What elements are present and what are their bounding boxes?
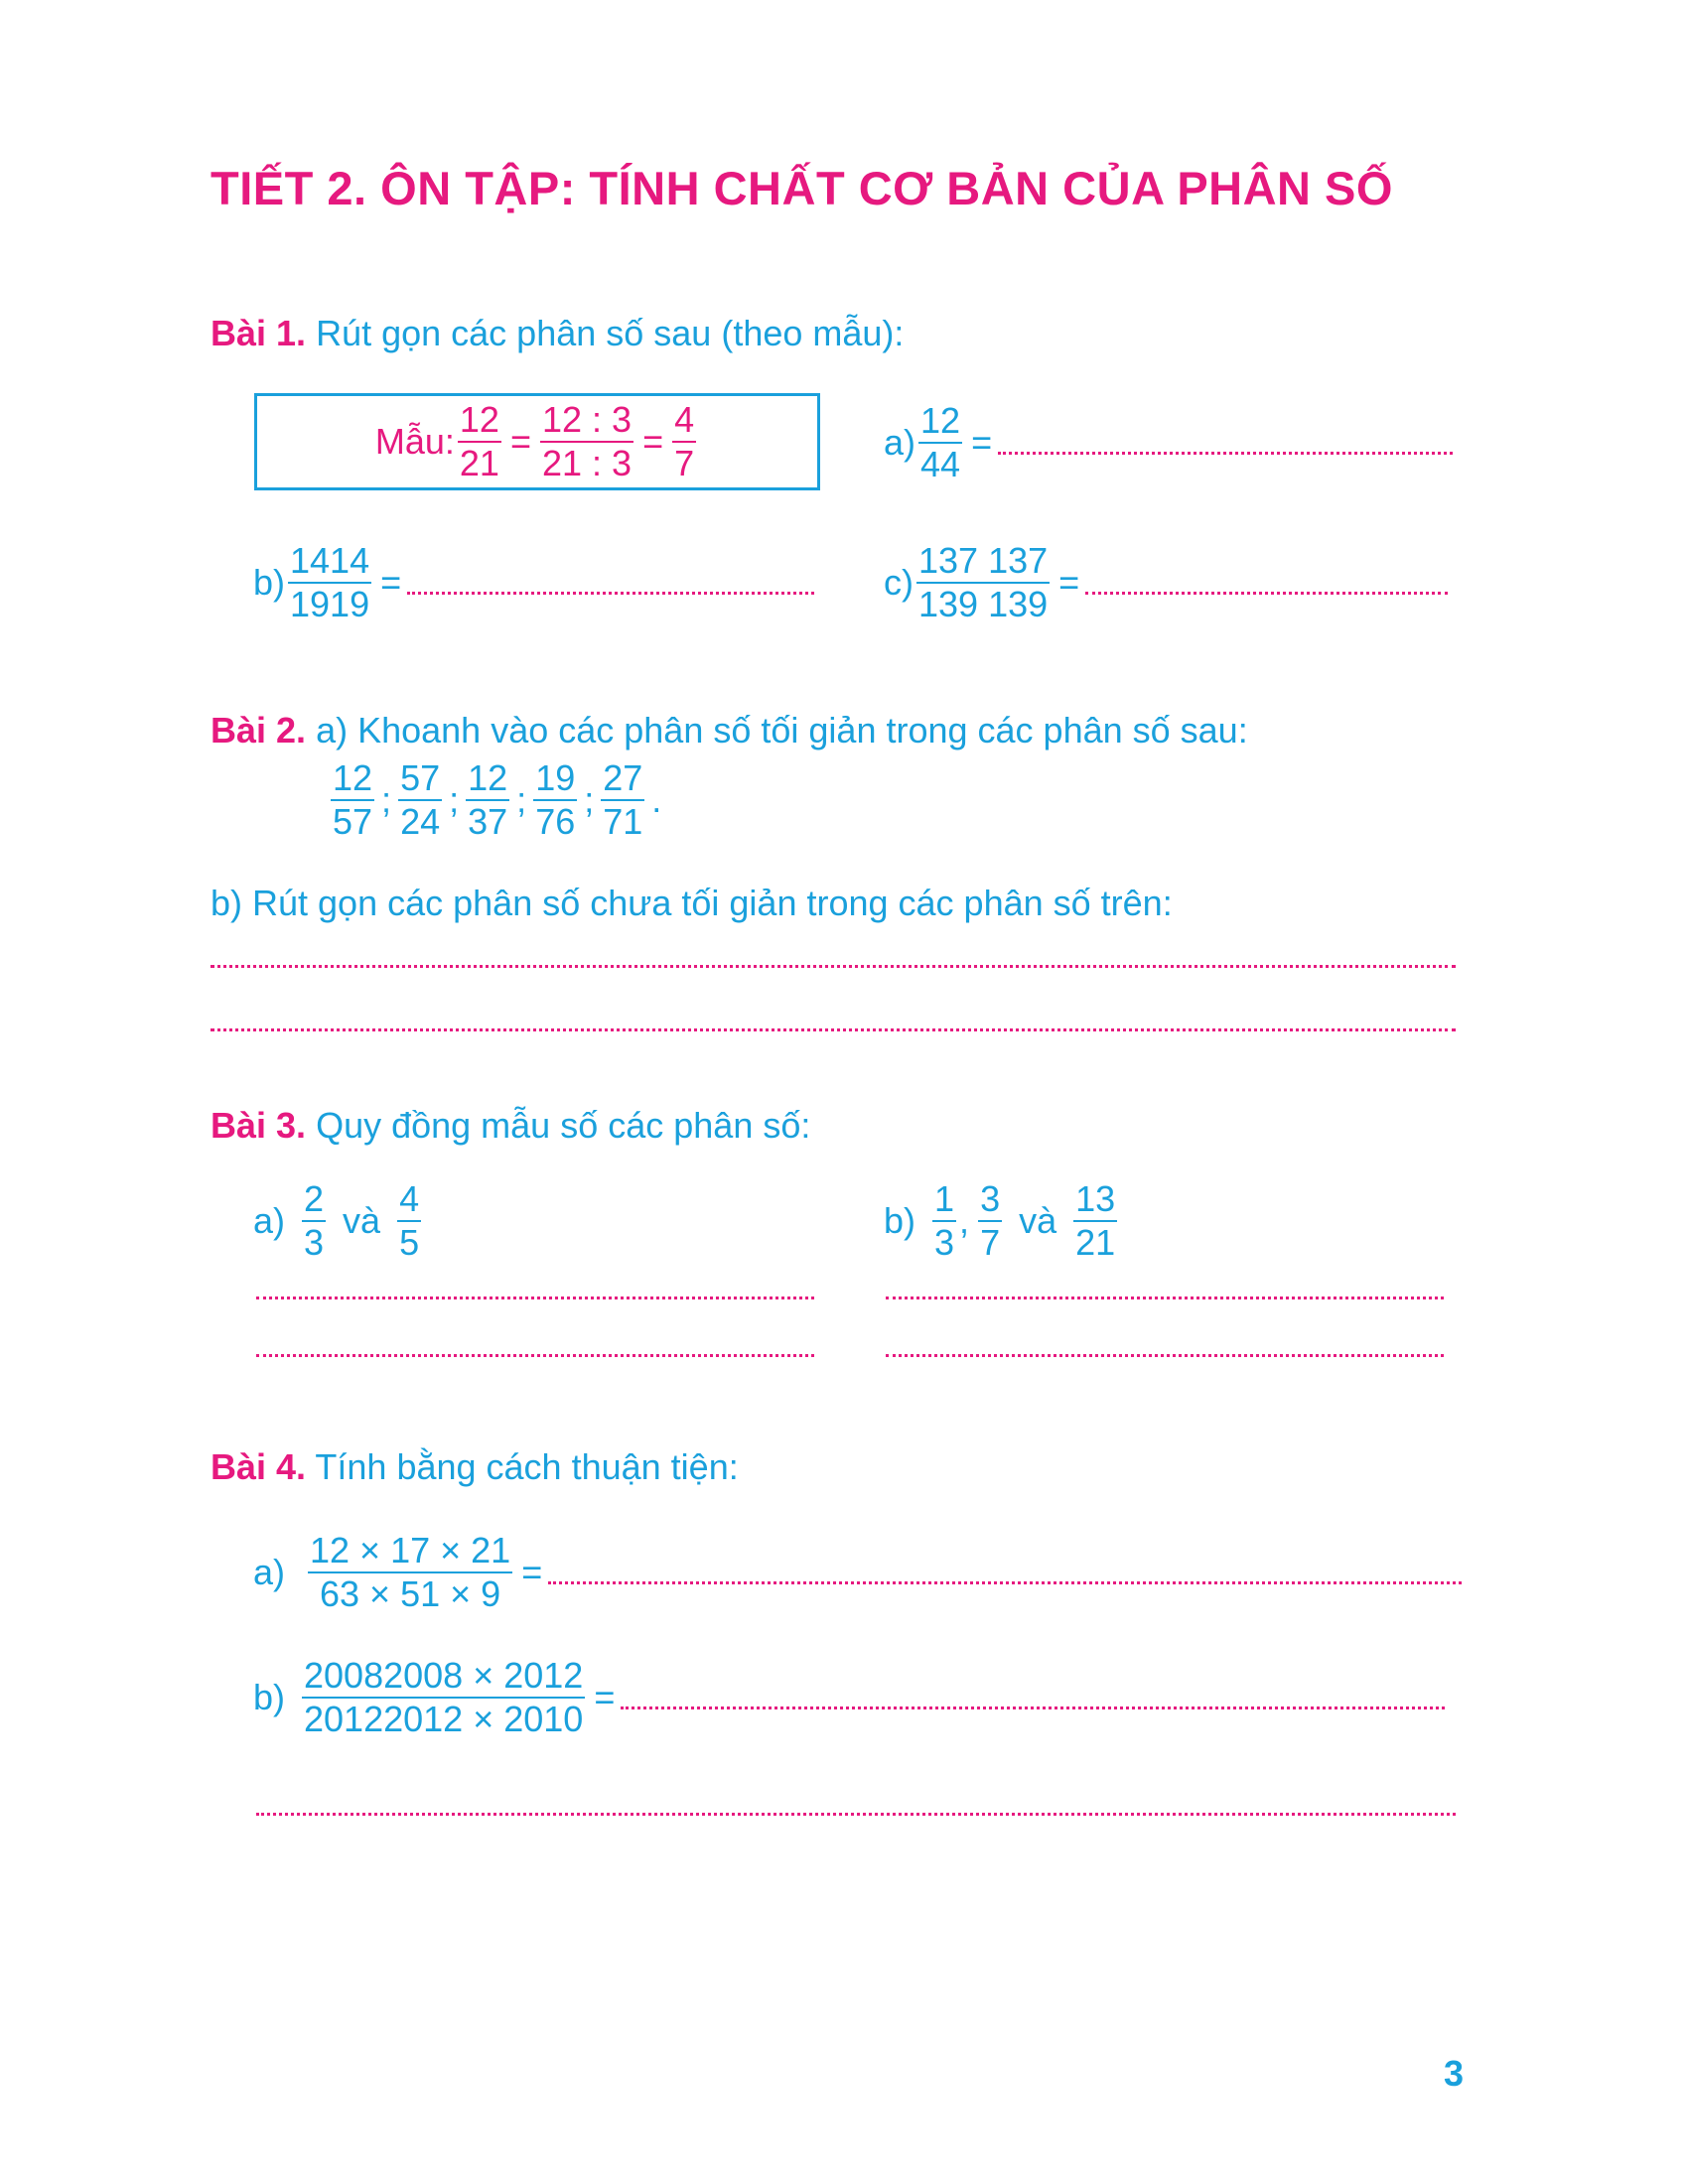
answer-line[interactable] xyxy=(621,1706,1445,1709)
example-fraction-2 xyxy=(540,399,633,483)
exercise-1-label: Bài 1. xyxy=(211,313,307,353)
denominator: 1919 xyxy=(290,584,370,624)
answer-line[interactable] xyxy=(407,592,814,595)
equals-sign: = xyxy=(594,1677,616,1717)
fraction xyxy=(288,540,371,624)
denominator: 37 xyxy=(468,801,508,842)
item-label: a) xyxy=(884,422,916,463)
exercise-3-heading xyxy=(211,1104,810,1148)
answer-line[interactable] xyxy=(256,1354,814,1357)
denominator: 139 139 xyxy=(918,584,1049,624)
denominator: 21 xyxy=(1075,1222,1116,1263)
example-row xyxy=(374,399,699,483)
item-label: b) xyxy=(253,562,286,603)
answer-line[interactable] xyxy=(886,1297,1444,1299)
exercise-2-label: Bài 2. xyxy=(211,710,307,751)
item-label: b) xyxy=(884,1200,916,1241)
numerator: 12 × 17 × 21 xyxy=(310,1530,511,1570)
denominator: 57 xyxy=(333,801,373,842)
denominator: 24 xyxy=(400,801,441,842)
exercise-4a xyxy=(253,1530,1462,1614)
denominator: 7 xyxy=(674,443,695,483)
fraction xyxy=(916,540,1050,624)
answer-line[interactable] xyxy=(256,1813,1456,1816)
exercise-4-instruction: Tính bằng cách thuận tiện: xyxy=(315,1446,739,1487)
denominator: 44 xyxy=(920,444,961,484)
numerator: 19 xyxy=(535,757,576,798)
example-fraction-1 xyxy=(458,399,501,483)
exercise-2-instruction-b: b) Rút gọn các phân số chưa tối giản trong các phân số trên: xyxy=(211,883,1173,923)
fraction xyxy=(1073,1178,1117,1263)
numerator: 12 xyxy=(468,757,508,798)
exercise-4-heading xyxy=(211,1445,739,1489)
numerator: 12 xyxy=(333,757,373,798)
exercise-1-heading xyxy=(211,312,904,355)
equals-sign: = xyxy=(521,1552,543,1592)
fraction xyxy=(932,1178,956,1263)
fraction xyxy=(918,400,962,484)
exercise-2-instruction-a: a) Khoanh vào các phân số tối giản trong các phân số sau: xyxy=(316,710,1248,751)
numerator: 4 xyxy=(399,1178,420,1219)
conjunction: và xyxy=(343,1200,381,1241)
answer-line[interactable] xyxy=(211,1028,1456,1031)
exercise-3-instruction: Quy đồng mẫu số các phân số: xyxy=(316,1105,811,1146)
exercise-1b xyxy=(253,540,814,624)
fraction xyxy=(308,1530,512,1614)
answer-line[interactable] xyxy=(886,1354,1444,1357)
fraction-option[interactable] xyxy=(601,757,644,842)
numerator: 3 xyxy=(980,1178,1001,1219)
example-box xyxy=(254,393,820,490)
exercise-1c xyxy=(884,540,1448,624)
page-number: 3 xyxy=(1443,2053,1464,2094)
numerator: 1414 xyxy=(290,540,370,581)
denominator: 76 xyxy=(535,801,576,842)
denominator: 21 : 3 xyxy=(541,443,633,483)
fraction xyxy=(978,1178,1002,1263)
numerator: 137 137 xyxy=(918,540,1049,581)
answer-line[interactable] xyxy=(548,1581,1462,1584)
numerator: 12 xyxy=(459,399,499,440)
item-label: a) xyxy=(253,1552,286,1592)
answer-line[interactable] xyxy=(1085,592,1448,595)
exercise-2-heading xyxy=(211,709,1248,752)
numerator: 12 : 3 xyxy=(541,399,633,440)
example-fraction-3 xyxy=(672,399,696,483)
fraction-list xyxy=(328,757,665,842)
separator: ; xyxy=(516,779,527,820)
equals-sign: = xyxy=(509,421,531,462)
exercise-3-label: Bài 3. xyxy=(211,1105,307,1146)
fraction xyxy=(397,1178,421,1263)
numerator: 13 xyxy=(1075,1178,1116,1219)
denominator: 3 xyxy=(934,1222,955,1263)
item-label: a) xyxy=(253,1200,286,1241)
equals-sign: = xyxy=(971,422,993,463)
separator: ; xyxy=(584,779,595,820)
answer-line[interactable] xyxy=(998,452,1453,455)
item-label: c) xyxy=(884,562,914,603)
exercise-1a xyxy=(884,400,1453,484)
answer-line[interactable] xyxy=(211,965,1456,968)
numerator: 27 xyxy=(603,757,643,798)
exercise-1-instruction: Rút gọn các phân số sau (theo mẫu): xyxy=(316,313,905,353)
period: . xyxy=(651,779,662,820)
denominator: 7 xyxy=(980,1222,1001,1263)
denominator: 5 xyxy=(399,1222,420,1263)
numerator: 57 xyxy=(400,757,441,798)
fraction xyxy=(302,1178,326,1263)
item-label: b) xyxy=(253,1677,286,1717)
denominator: 21 xyxy=(459,443,499,483)
separator: , xyxy=(959,1200,970,1241)
denominator: 20122012 × 2010 xyxy=(304,1699,584,1739)
fraction xyxy=(302,1655,585,1739)
equals-sign: = xyxy=(380,562,402,603)
equals-sign: = xyxy=(1058,562,1080,603)
fraction-option[interactable] xyxy=(466,757,509,842)
answer-line[interactable] xyxy=(256,1297,814,1299)
denominator: 63 × 51 × 9 xyxy=(320,1573,501,1614)
exercise-3a xyxy=(253,1178,424,1263)
numerator: 2 xyxy=(304,1178,325,1219)
numerator: 20082008 × 2012 xyxy=(304,1655,584,1696)
separator: ; xyxy=(449,779,460,820)
denominator: 3 xyxy=(304,1222,325,1263)
separator: ; xyxy=(381,779,392,820)
fraction-option[interactable] xyxy=(331,757,374,842)
example-label: Mẫu: xyxy=(374,421,455,462)
exercise-4-label: Bài 4. xyxy=(211,1446,307,1487)
equals-sign: = xyxy=(642,421,664,462)
denominator: 71 xyxy=(603,801,643,842)
numerator: 4 xyxy=(674,399,695,440)
exercise-3b xyxy=(884,1178,1120,1263)
page-title: TIẾT 2. ÔN TẬP: TÍNH CHẤT CƠ BẢN CỦA PHÂN SỐ xyxy=(211,162,1393,214)
fraction-option[interactable] xyxy=(398,757,442,842)
numerator: 1 xyxy=(934,1178,955,1219)
exercise-4b xyxy=(253,1655,1445,1739)
fraction-option[interactable] xyxy=(533,757,577,842)
conjunction: và xyxy=(1019,1200,1057,1241)
numerator: 12 xyxy=(920,400,961,441)
